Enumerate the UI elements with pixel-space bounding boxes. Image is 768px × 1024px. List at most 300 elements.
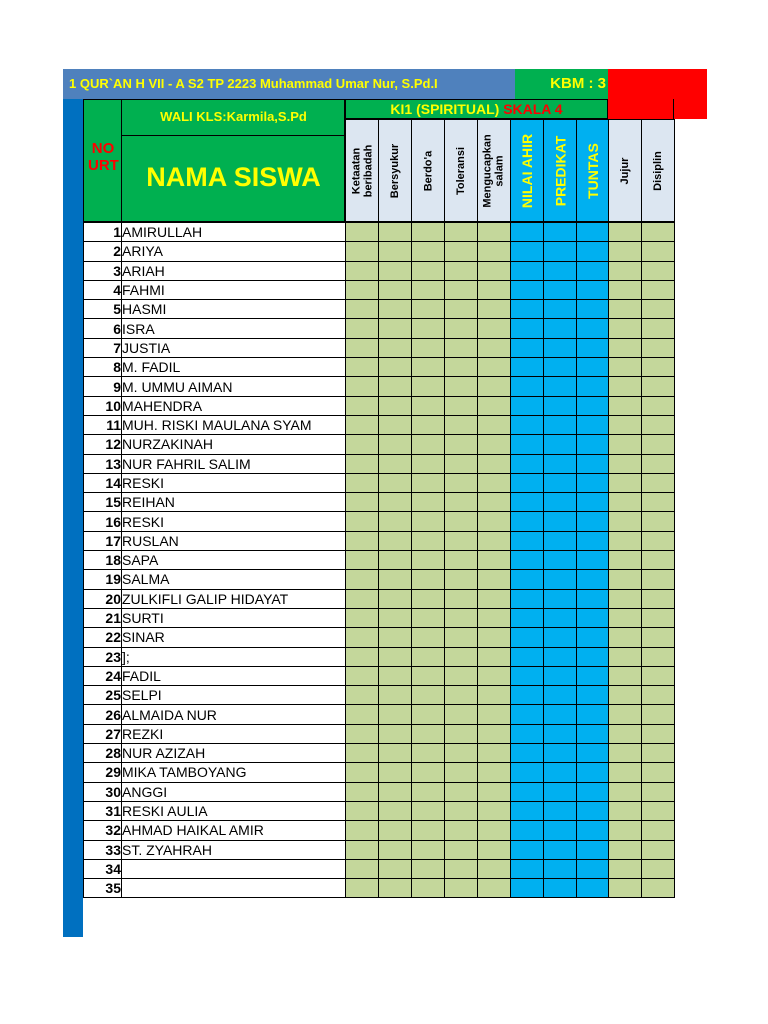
score-cell[interactable] [577,724,609,743]
score-cell[interactable] [642,493,675,512]
score-cell[interactable] [412,879,445,898]
score-cell[interactable] [544,744,577,763]
score-cell[interactable] [379,647,412,666]
score-cell[interactable] [379,319,412,338]
score-cell[interactable] [412,628,445,647]
score-cell[interactable] [642,879,675,898]
score-cell[interactable] [478,377,511,396]
score-cell[interactable] [642,705,675,724]
score-cell[interactable] [544,666,577,685]
score-cell[interactable] [544,782,577,801]
score-cell[interactable] [544,859,577,878]
score-cell[interactable] [511,647,544,666]
score-cell[interactable] [478,280,511,299]
score-cell[interactable] [445,705,478,724]
score-cell[interactable] [609,705,642,724]
score-cell[interactable] [511,859,544,878]
student-number[interactable]: 24 [84,666,122,685]
student-number[interactable]: 17 [84,531,122,550]
score-cell[interactable] [609,686,642,705]
score-cell[interactable] [577,319,609,338]
student-number[interactable]: 18 [84,551,122,570]
score-cell[interactable] [511,686,544,705]
score-cell[interactable] [577,551,609,570]
student-number[interactable]: 25 [84,686,122,705]
score-cell[interactable] [445,531,478,550]
score-cell[interactable] [609,280,642,299]
score-cell[interactable] [609,744,642,763]
score-cell[interactable] [445,454,478,473]
score-cell[interactable] [577,879,609,898]
score-cell[interactable] [511,493,544,512]
score-cell[interactable] [577,589,609,608]
score-cell[interactable] [412,377,445,396]
score-cell[interactable] [544,570,577,589]
score-cell[interactable] [445,280,478,299]
score-cell[interactable] [412,647,445,666]
score-cell[interactable] [412,435,445,454]
score-cell[interactable] [642,801,675,820]
score-cell[interactable] [609,493,642,512]
score-cell[interactable] [412,744,445,763]
score-cell[interactable] [379,531,412,550]
score-cell[interactable] [478,435,511,454]
score-cell[interactable] [379,724,412,743]
score-cell[interactable] [478,319,511,338]
score-cell[interactable] [544,531,577,550]
score-cell[interactable] [544,647,577,666]
score-cell[interactable] [346,859,379,878]
score-cell[interactable] [346,358,379,377]
score-cell[interactable] [412,608,445,627]
score-cell[interactable] [642,261,675,280]
score-cell[interactable] [346,879,379,898]
score-cell[interactable] [577,396,609,415]
score-cell[interactable] [346,647,379,666]
score-cell[interactable] [346,551,379,570]
score-cell[interactable] [544,879,577,898]
score-cell[interactable] [478,338,511,357]
score-cell[interactable] [544,705,577,724]
score-cell[interactable] [577,358,609,377]
score-cell[interactable] [577,261,609,280]
student-number[interactable]: 8 [84,358,122,377]
score-cell[interactable] [412,280,445,299]
score-cell[interactable] [511,840,544,859]
score-cell[interactable] [478,821,511,840]
score-cell[interactable] [346,821,379,840]
score-cell[interactable] [379,705,412,724]
score-cell[interactable] [412,859,445,878]
score-cell[interactable] [511,744,544,763]
score-cell[interactable] [346,415,379,434]
score-cell[interactable] [445,358,478,377]
score-cell[interactable] [577,840,609,859]
score-cell[interactable] [511,724,544,743]
score-cell[interactable] [478,415,511,434]
score-cell[interactable] [478,859,511,878]
score-cell[interactable] [478,531,511,550]
score-cell[interactable] [379,879,412,898]
score-cell[interactable] [379,435,412,454]
score-cell[interactable] [511,570,544,589]
score-cell[interactable] [642,686,675,705]
score-cell[interactable] [379,608,412,627]
score-cell[interactable] [642,647,675,666]
score-cell[interactable] [511,377,544,396]
student-number[interactable]: 26 [84,705,122,724]
score-cell[interactable] [412,223,445,242]
score-cell[interactable] [511,705,544,724]
score-cell[interactable] [346,493,379,512]
score-cell[interactable] [379,821,412,840]
score-cell[interactable] [609,666,642,685]
score-cell[interactable] [544,415,577,434]
student-number[interactable]: 19 [84,570,122,589]
student-name[interactable]: NUR AZIZAH [122,744,346,763]
score-cell[interactable] [478,454,511,473]
score-cell[interactable] [544,261,577,280]
score-cell[interactable] [642,512,675,531]
score-cell[interactable] [346,319,379,338]
score-cell[interactable] [642,377,675,396]
score-cell[interactable] [642,724,675,743]
score-cell[interactable] [577,242,609,261]
student-number[interactable]: 30 [84,782,122,801]
score-cell[interactable] [346,531,379,550]
student-name[interactable]: RESKI [122,512,346,531]
score-cell[interactable] [478,628,511,647]
student-name[interactable]: RUSLAN [122,531,346,550]
score-cell[interactable] [346,608,379,627]
score-cell[interactable] [445,377,478,396]
score-cell[interactable] [642,744,675,763]
score-cell[interactable] [379,859,412,878]
score-cell[interactable] [511,551,544,570]
score-cell[interactable] [412,473,445,492]
score-cell[interactable] [511,300,544,319]
student-number[interactable]: 5 [84,300,122,319]
score-cell[interactable] [642,454,675,473]
score-cell[interactable] [577,744,609,763]
student-name[interactable]: ANGGI [122,782,346,801]
score-cell[interactable] [445,261,478,280]
score-cell[interactable] [609,628,642,647]
score-cell[interactable] [379,512,412,531]
score-cell[interactable] [478,840,511,859]
score-cell[interactable] [346,300,379,319]
score-cell[interactable] [577,415,609,434]
score-cell[interactable] [379,666,412,685]
score-cell[interactable] [609,223,642,242]
score-cell[interactable] [379,261,412,280]
score-cell[interactable] [511,280,544,299]
score-cell[interactable] [478,358,511,377]
student-name[interactable]: MIKA TAMBOYANG [122,763,346,782]
score-cell[interactable] [379,801,412,820]
score-cell[interactable] [445,589,478,608]
score-cell[interactable] [445,763,478,782]
student-name[interactable]: ARIAH [122,261,346,280]
score-cell[interactable] [346,435,379,454]
student-name[interactable]: MAHENDRA [122,396,346,415]
student-number[interactable]: 11 [84,415,122,434]
score-cell[interactable] [445,628,478,647]
student-number[interactable]: 31 [84,801,122,820]
score-cell[interactable] [346,454,379,473]
score-cell[interactable] [511,396,544,415]
score-cell[interactable] [346,763,379,782]
score-cell[interactable] [511,242,544,261]
score-cell[interactable] [609,840,642,859]
score-cell[interactable] [478,666,511,685]
score-cell[interactable] [544,319,577,338]
student-name[interactable]: ZULKIFLI GALIP HIDAYAT [122,589,346,608]
score-cell[interactable] [478,242,511,261]
student-number[interactable]: 22 [84,628,122,647]
score-cell[interactable] [346,338,379,357]
student-name[interactable] [122,879,346,898]
score-cell[interactable] [642,223,675,242]
student-number[interactable]: 13 [84,454,122,473]
score-cell[interactable] [609,242,642,261]
score-cell[interactable] [346,744,379,763]
score-cell[interactable] [609,261,642,280]
student-number[interactable]: 7 [84,338,122,357]
score-cell[interactable] [577,608,609,627]
score-cell[interactable] [609,377,642,396]
score-cell[interactable] [478,493,511,512]
score-cell[interactable] [609,415,642,434]
score-cell[interactable] [544,686,577,705]
student-name[interactable]: HASMI [122,300,346,319]
student-number[interactable]: 15 [84,493,122,512]
score-cell[interactable] [478,300,511,319]
score-cell[interactable] [609,531,642,550]
score-cell[interactable] [346,512,379,531]
score-cell[interactable] [609,724,642,743]
score-cell[interactable] [346,473,379,492]
student-name[interactable]: SURTI [122,608,346,627]
score-cell[interactable] [445,338,478,357]
student-number[interactable]: 14 [84,473,122,492]
score-cell[interactable] [642,782,675,801]
student-name[interactable]: ]; [122,647,346,666]
score-cell[interactable] [346,840,379,859]
student-name[interactable]: SELPI [122,686,346,705]
score-cell[interactable] [609,589,642,608]
score-cell[interactable] [379,493,412,512]
score-cell[interactable] [511,879,544,898]
score-cell[interactable] [412,531,445,550]
score-cell[interactable] [511,666,544,685]
score-cell[interactable] [346,782,379,801]
score-cell[interactable] [346,705,379,724]
score-cell[interactable] [511,821,544,840]
score-cell[interactable] [478,763,511,782]
score-cell[interactable] [577,338,609,357]
score-cell[interactable] [478,801,511,820]
score-cell[interactable] [609,454,642,473]
score-cell[interactable] [544,551,577,570]
score-cell[interactable] [346,261,379,280]
score-cell[interactable] [412,338,445,357]
score-cell[interactable] [379,300,412,319]
score-cell[interactable] [544,493,577,512]
score-cell[interactable] [642,280,675,299]
score-cell[interactable] [346,242,379,261]
score-cell[interactable] [544,454,577,473]
score-cell[interactable] [445,570,478,589]
score-cell[interactable] [544,589,577,608]
score-cell[interactable] [642,415,675,434]
score-cell[interactable] [478,705,511,724]
score-cell[interactable] [478,473,511,492]
score-cell[interactable] [544,435,577,454]
score-cell[interactable] [379,280,412,299]
score-cell[interactable] [445,821,478,840]
student-name[interactable]: AMIRULLAH [122,223,346,242]
score-cell[interactable] [445,859,478,878]
score-cell[interactable] [379,454,412,473]
score-cell[interactable] [478,686,511,705]
student-name[interactable]: ARIYA [122,242,346,261]
score-cell[interactable] [445,801,478,820]
score-cell[interactable] [379,396,412,415]
student-number[interactable]: 35 [84,879,122,898]
score-cell[interactable] [609,512,642,531]
score-cell[interactable] [642,358,675,377]
score-cell[interactable] [445,512,478,531]
score-cell[interactable] [642,300,675,319]
score-cell[interactable] [412,261,445,280]
score-cell[interactable] [379,415,412,434]
score-cell[interactable] [609,782,642,801]
score-cell[interactable] [379,782,412,801]
score-cell[interactable] [445,473,478,492]
score-cell[interactable] [445,647,478,666]
score-cell[interactable] [609,821,642,840]
score-cell[interactable] [577,473,609,492]
score-cell[interactable] [577,377,609,396]
score-cell[interactable] [511,338,544,357]
score-cell[interactable] [346,396,379,415]
score-cell[interactable] [445,608,478,627]
score-cell[interactable] [412,782,445,801]
score-cell[interactable] [544,358,577,377]
score-cell[interactable] [412,840,445,859]
student-name[interactable]: NUR FAHRIL SALIM [122,454,346,473]
score-cell[interactable] [642,319,675,338]
score-cell[interactable] [478,261,511,280]
score-cell[interactable] [642,666,675,685]
score-cell[interactable] [379,377,412,396]
score-cell[interactable] [379,686,412,705]
score-cell[interactable] [478,223,511,242]
student-name[interactable] [122,859,346,878]
score-cell[interactable] [577,454,609,473]
student-name[interactable]: REZKI [122,724,346,743]
score-cell[interactable] [445,396,478,415]
student-number[interactable]: 28 [84,744,122,763]
score-cell[interactable] [642,570,675,589]
score-cell[interactable] [577,512,609,531]
score-cell[interactable] [445,435,478,454]
student-name[interactable]: REIHAN [122,493,346,512]
student-number[interactable]: 2 [84,242,122,261]
score-cell[interactable] [544,840,577,859]
student-name[interactable]: M. UMMU AIMAN [122,377,346,396]
score-cell[interactable] [544,396,577,415]
score-cell[interactable] [577,570,609,589]
score-cell[interactable] [577,763,609,782]
score-cell[interactable] [609,319,642,338]
score-cell[interactable] [379,628,412,647]
score-cell[interactable] [445,724,478,743]
score-cell[interactable] [642,531,675,550]
score-cell[interactable] [544,242,577,261]
score-cell[interactable] [511,473,544,492]
student-number[interactable]: 3 [84,261,122,280]
student-number[interactable]: 23 [84,647,122,666]
score-cell[interactable] [544,300,577,319]
score-cell[interactable] [511,608,544,627]
score-cell[interactable] [445,319,478,338]
score-cell[interactable] [445,493,478,512]
score-cell[interactable] [577,686,609,705]
student-number[interactable]: 10 [84,396,122,415]
score-cell[interactable] [346,666,379,685]
student-number[interactable]: 33 [84,840,122,859]
score-cell[interactable] [642,242,675,261]
student-name[interactable]: ISRA [122,319,346,338]
score-cell[interactable] [577,801,609,820]
score-cell[interactable] [609,801,642,820]
score-cell[interactable] [379,570,412,589]
score-cell[interactable] [577,859,609,878]
score-cell[interactable] [544,338,577,357]
score-cell[interactable] [412,300,445,319]
score-cell[interactable] [577,705,609,724]
score-cell[interactable] [379,744,412,763]
score-cell[interactable] [445,879,478,898]
score-cell[interactable] [577,531,609,550]
score-cell[interactable] [642,608,675,627]
student-name[interactable]: M. FADIL [122,358,346,377]
score-cell[interactable] [544,512,577,531]
score-cell[interactable] [544,628,577,647]
score-cell[interactable] [412,801,445,820]
student-number[interactable]: 9 [84,377,122,396]
score-cell[interactable] [609,608,642,627]
score-cell[interactable] [577,647,609,666]
score-cell[interactable] [478,512,511,531]
score-cell[interactable] [445,666,478,685]
score-cell[interactable] [609,300,642,319]
score-cell[interactable] [412,705,445,724]
score-cell[interactable] [609,396,642,415]
student-name[interactable]: ST. ZYAHRAH [122,840,346,859]
student-number[interactable]: 12 [84,435,122,454]
score-cell[interactable] [577,223,609,242]
score-cell[interactable] [445,840,478,859]
score-cell[interactable] [511,261,544,280]
score-cell[interactable] [445,551,478,570]
score-cell[interactable] [379,223,412,242]
student-name[interactable]: ALMAIDA NUR [122,705,346,724]
score-cell[interactable] [577,821,609,840]
score-cell[interactable] [544,280,577,299]
